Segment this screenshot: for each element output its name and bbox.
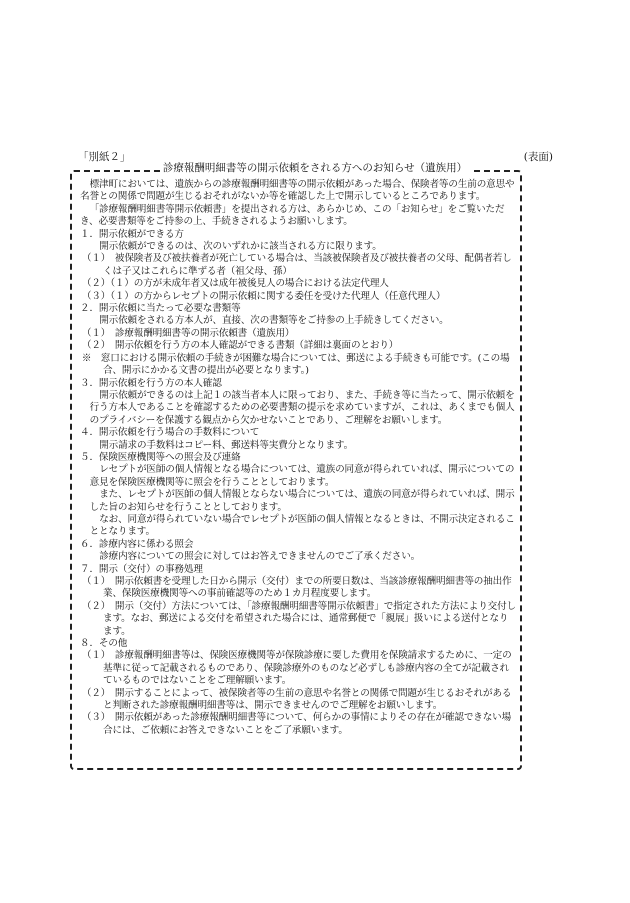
section-2-note: ※ 窓口における開示依頼の手続きが困難な場合については、郵送による手続きも可能です。(この場合、開示にかかる文書の提出が必要となります。) bbox=[81, 352, 510, 377]
annex-label: 「別紙２」 bbox=[78, 151, 131, 163]
document-title-text: 診療報酬明細書等の開示依頼をされる方へのお知らせ（遺族用） bbox=[160, 162, 470, 174]
section-3-text: 開示依頼ができるのは上記１の該当者本人に限っており、また、手続き等に当たって、開示依頼を行う方本人であることを確認するための必要書類の提示を求めていますが、これは、あくまでも個人のプライバシーを保護する観点から欠かせないことであり、ご理解をお願いします。 bbox=[89, 389, 515, 426]
section-1-text: 開示依頼ができるのは、次のいずれかに該当される方に限ります。 bbox=[99, 241, 382, 253]
section-4-text: 開示請求の手数料はコピー料、郵送料等実費分となります。 bbox=[99, 439, 354, 451]
section-5-paragraph: なお、同意が得られていない場合でレセプトが医師の個人情報となるときは、不開示決定されることとなります。 bbox=[89, 513, 515, 538]
section-2-item: （１） 診療報酬明細書等の開示依頼書（遺族用） bbox=[81, 327, 295, 339]
section-5-paragraph: レセプトが医師の個人情報となる場合については、遺族の同意が得られていれば、開示についての意見を保険医療機関等に照会を行うこととしております。 bbox=[89, 464, 515, 488]
section-8-item: （１） 診療報酬明細書等は、保険医療機関等が保険診療に要した費用を保険請求するために、一定の基準に従って記載されるものであり、保険診療外のものなど必ずしも診療内容の全てが記載されているものではないことをご理解願います。 bbox=[81, 650, 512, 687]
section-5-paragraph: また、レセプトが医師の個人情報とならない場合については、遺族の同意が得られていれば、開示した旨のお知らせを行うこととしております。 bbox=[89, 489, 515, 513]
section-8-item: （２） 開示することによって、被保険者等の生前の意思や名誉との関係で問題が生じるおそれがあると判断された診療報酬明細書等は、開示できませんのでご理解をお願いします。 bbox=[81, 687, 512, 712]
section-2-item: （２） 開示依頼を行う方の本人確認ができる書類（詳細は裏面のとおり） bbox=[81, 340, 399, 352]
document-title bbox=[0, 162, 630, 175]
section-2-text: 開示依頼をされる方本人が、直接、次の書類等をご持参の上手続きしてください。 bbox=[99, 315, 449, 327]
section-1-item: （３）（１）の方からレセプトの開示依頼に関する委任を受けた代理人（任意代理人） bbox=[81, 290, 446, 302]
intro-paragraph-1: 標津町においては、遺族からの診療報酬明細書等の開示依頼があった場合、保険者等の生前の意思や名誉との関係で問題が生じるおそれがないか等を確認した上で開示しているところであります。 bbox=[80, 179, 515, 203]
section-6-heading: ６．診療内容に係わる照会 bbox=[80, 538, 194, 550]
section-1-item: （２）（１）の方が未成年者又は成年被後見人の場合における法定代理人 bbox=[81, 278, 389, 290]
section-8-item: （３） 開示依頼があった診療報酬明細書等について、何らかの事情によりその存在が確認できない場合には、ご依頼にお答えできないことをご了承願います。 bbox=[81, 712, 512, 736]
section-5-heading: ５．保険医療機関等への照会及び連絡 bbox=[80, 451, 241, 463]
intro-paragraph-2: 「診療報酬明細書等開示依頼書」を提出される方は、あらかじめ、この「お知らせ」をご覧いただき、必要書類等をご持参の上、手続きされるようお願いします。 bbox=[80, 203, 505, 228]
section-1-heading: １．開示依頼ができる方 bbox=[80, 228, 184, 240]
section-3-heading: ３．開示依頼を行う方の本人確認 bbox=[80, 377, 222, 389]
notice-body bbox=[80, 179, 517, 737]
section-7-heading: ７．開示（交付）の事務処理 bbox=[80, 563, 203, 575]
section-4-heading: ４．開示依頼を行う場合の手数料について bbox=[80, 427, 260, 439]
section-7-item: （１） 開示依頼書を受理した日から開示（交付）までの所要日数は、当該診療報酬明細書等の抽出作業、保険医療機関等への事前確認等のため１カ月程度要します。 bbox=[81, 576, 512, 600]
section-7-item: （２） 開示（交付）方法については、「診療報酬明細書等開示依頼書」で指定された方法により交付します。なお、郵送による交付を希望された場合には、通常郵便で「親展」扱いによる送付となります。 bbox=[81, 600, 516, 637]
section-2-heading: ２．開示依頼に当たって必要な書類等 bbox=[80, 303, 241, 315]
section-8-heading: ８．その他 bbox=[80, 638, 128, 650]
section-1-item: （１） 被保険者及び被扶養者が死亡している場合は、当該被保険者及び被扶養者の父母、配偶者若しくは子又はこれらに準ずる者（祖父母、孫） bbox=[81, 253, 512, 277]
side-label: (表面) bbox=[523, 151, 553, 163]
section-6-text: 診療内容についての照会に対してはお答えできませんのでご了承ください。 bbox=[99, 551, 421, 563]
